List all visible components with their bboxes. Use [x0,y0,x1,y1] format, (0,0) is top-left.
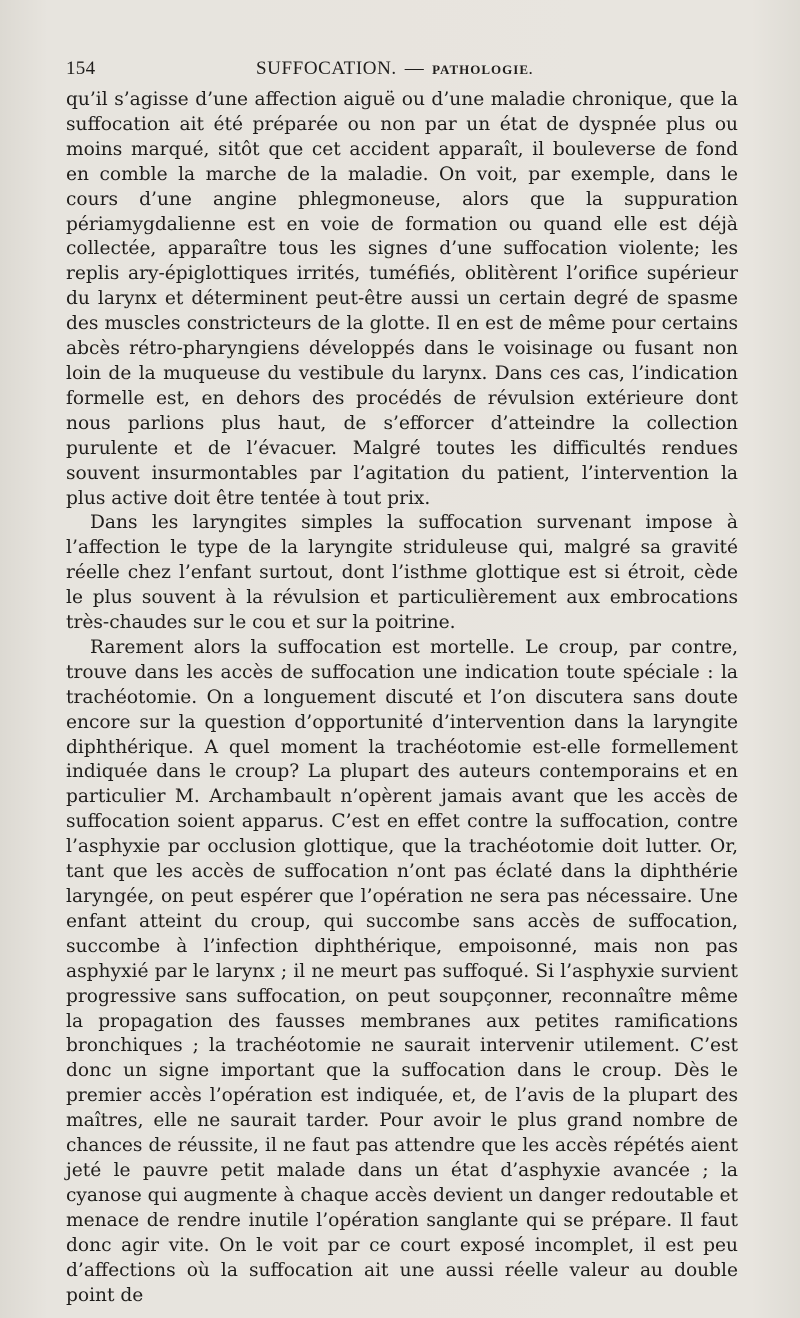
page-number: 154 [66,58,96,79]
running-head [66,58,738,88]
running-head-separator: — [404,58,425,79]
paragraph-laryngites: Dans les laryngites simples la suffocation survenant impose à l’affection le type de la laryngite striduleuse qui, malgré sa gravité réelle chez l’enfant surtout, dont l’isthme glottique est si étroit, cède le plus souvent à la révulsion et particulièrement aux embrocations très-chaudes sur le cou et sur la poitrine. [66,512,738,634]
paragraph-continued: qu’il s’agisse d’une affection aiguë ou d’une maladie chronique, que la suffocation ait été préparée ou non par un état de dyspnée plus ou moins marqué, sitôt que cet accident apparaît, il bouleverse de fond en comble la marche de la maladie. On voit, par exemple, dans le cours d’une angine phlegmoneuse, alors que la suppuration périamygdalienne est en voie de formation ou quand elle est déjà collectée, apparaître tous les signes d’une suffocation violente; les replis ary-épiglottiques irrités, tuméfiés, oblitèrent l’orifice supérieur du larynx et déterminent peut-être aussi un certain degré de spasme des muscles constricteurs de la glotte. Il en est de même pour certains abcès rétro-pharyngiens développés dans le voisinage ou fusant non loin de la muqueuse du vestibule du larynx. Dans ces cas, l’indication formelle est, en dehors des procédés de révulsion extérieure dont nous parlions plus haut, de s’efforcer d’atteindre la collection purulente et de l’évacuer. Malgré toutes les difficultés rendues souvent insurmontables par l’agitation du patient, l’intervention la plus active doit être tentée à tout prix. [66,89,738,509]
running-title: SUFFOCATION. [256,58,397,79]
paragraph-croup: Rarement alors la suffocation est mortelle. Le croup, par contre, trouve dans les accès de suffocation une indication toute spéciale : la trachéotomie. On a longuement discuté et l’on discutera sans doute encore sur la question d’opportunité d’intervention dans la laryngite diphthérique. A quel moment la trachéotomie est-elle formellement indiquée dans le croup? La plupart des auteurs contemporains et en particulier M. Archambault n’opèrent jamais avant que les accès de suffocation soient apparus. C’est en effet contre la suffocation, contre l’asphyxie par occlusion glottique, que la trachéotomie doit lutter. Or, tant que les accès de suffocation n’ont pas éclaté dans la diphthérie laryngée, on peut espérer que l’opération ne sera pas nécessaire. Une enfant atteint du croup, qui succombe sans accès de suffocation, succombe à l’infection diphthérique, empoisonné, mais non pas asphyxié par le larynx ; il ne meurt pas suffoqué. Si l’asphyxie survient progressive sans suffocation, on peut soupçonner, reconnaître même la propagation des fausses membranes aux petites ramifications bronchiques ; la trachéotomie ne saurait intervenir utilement. C’est donc un signe important que la suffocation dans le croup. Dès le premier accès l’opération est indiquée, et, de l’avis de la plupart des maîtres, elle ne saurait tarder. Pour avoir le plus grand nombre de chances de réussite, il ne faut pas attendre que les accès répétés aient jeté le pauvre petit malade dans un état d’asphyxie avancée ; la cyanose qui augmente à chaque accès devient un danger redoutable et menace de rendre inutile l’opération sanglante qui se prépare. Il faut donc agir vite. On le voit par ce court exposé incomplet, il est peu d’affections où la suffocation ait une aussi réelle valeur au double point de [66,636,738,1306]
running-subtitle: PATHOLOGIE. [432,62,534,77]
body-text [66,88,738,1308]
